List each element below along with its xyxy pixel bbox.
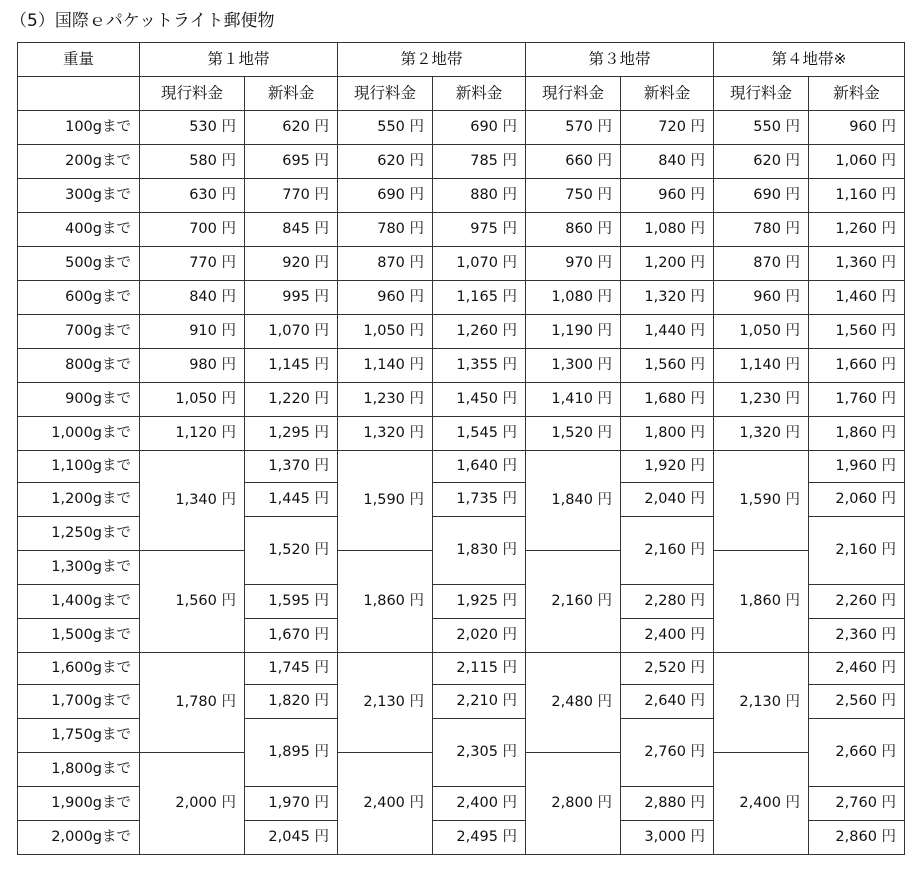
current-rate-cell: 690 円 — [338, 179, 433, 213]
current-rate-cell: 870 円 — [338, 247, 433, 281]
new-rate-cell: 770 円 — [245, 179, 338, 213]
new-rate-cell: 1,070 円 — [433, 247, 526, 281]
new-rate-cell: 2,460 円 — [809, 653, 905, 685]
new-rate-cell: 1,320 円 — [621, 281, 714, 315]
new-rate-cell: 1,260 円 — [433, 315, 526, 349]
new-rate-cell: 1,800 円 — [621, 417, 714, 451]
new-rate-cell: 1,895 円 — [245, 719, 338, 787]
new-rate-cell: 1,960 円 — [809, 451, 905, 483]
new-rate-cell: 2,660 円 — [809, 719, 905, 787]
current-rate-cell: 2,000 円 — [140, 753, 245, 855]
table-row — [18, 179, 905, 213]
weight-cell: 900gまで — [18, 383, 140, 417]
new-rate-cell: 1,295 円 — [245, 417, 338, 451]
page-title: （5）国際ｅパケットライト郵便物 — [10, 11, 275, 31]
current-rate-cell: 780 円 — [338, 213, 433, 247]
new-rate-cell: 1,920 円 — [621, 451, 714, 483]
table-row — [18, 145, 905, 179]
current-rate-cell: 1,050 円 — [338, 315, 433, 349]
current-rate-cell: 690 円 — [714, 179, 809, 213]
new-rate-cell: 1,260 円 — [809, 213, 905, 247]
zone-header-row — [18, 43, 905, 77]
weight-cell: 400gまで — [18, 213, 140, 247]
current-rate-cell: 660 円 — [526, 145, 621, 179]
new-rate-cell: 785 円 — [433, 145, 526, 179]
weight-cell: 500gまで — [18, 247, 140, 281]
current-rate-cell: 620 円 — [338, 145, 433, 179]
current-rate-cell: 960 円 — [338, 281, 433, 315]
new-rate-cell: 2,210 円 — [433, 685, 526, 719]
current-rate-cell: 1,230 円 — [338, 383, 433, 417]
current-rate-cell: 1,860 円 — [714, 551, 809, 653]
new-rate-cell: 2,060 円 — [809, 483, 905, 517]
current-rate-cell: 1,840 円 — [526, 451, 621, 551]
zone-3-header: 第３地帯 — [526, 43, 714, 77]
new-rate-cell: 2,520 円 — [621, 653, 714, 685]
new-rate-cell: 1,745 円 — [245, 653, 338, 685]
current-rate-cell: 1,320 円 — [714, 417, 809, 451]
new-rate-cell: 1,060 円 — [809, 145, 905, 179]
sub-header-current: 現行料金 — [338, 77, 433, 111]
new-rate-cell: 1,220 円 — [245, 383, 338, 417]
current-rate-cell: 580 円 — [140, 145, 245, 179]
new-rate-cell: 1,970 円 — [245, 787, 338, 821]
current-rate-cell: 550 円 — [714, 111, 809, 145]
table-row — [18, 247, 905, 281]
new-rate-cell: 2,760 円 — [621, 719, 714, 787]
new-rate-cell: 960 円 — [809, 111, 905, 145]
current-rate-cell: 2,130 円 — [714, 653, 809, 753]
sub-header-current: 現行料金 — [140, 77, 245, 111]
new-rate-cell: 2,305 円 — [433, 719, 526, 787]
new-rate-cell: 690 円 — [433, 111, 526, 145]
current-rate-cell: 1,520 円 — [526, 417, 621, 451]
current-rate-cell: 2,130 円 — [338, 653, 433, 753]
table-row — [18, 451, 905, 483]
new-rate-cell: 1,760 円 — [809, 383, 905, 417]
new-rate-cell: 1,450 円 — [433, 383, 526, 417]
weight-cell: 100gまで — [18, 111, 140, 145]
current-rate-cell: 870 円 — [714, 247, 809, 281]
new-rate-cell: 2,495 円 — [433, 821, 526, 855]
current-rate-cell: 1,050 円 — [714, 315, 809, 349]
weight-cell: 1,000gまで — [18, 417, 140, 451]
new-rate-cell: 2,160 円 — [809, 517, 905, 585]
new-rate-cell: 975 円 — [433, 213, 526, 247]
new-rate-cell: 920 円 — [245, 247, 338, 281]
current-rate-cell: 620 円 — [714, 145, 809, 179]
sub-header-new: 新料金 — [245, 77, 338, 111]
current-rate-cell: 750 円 — [526, 179, 621, 213]
new-rate-cell: 1,560 円 — [809, 315, 905, 349]
current-rate-cell: 1,320 円 — [338, 417, 433, 451]
new-rate-cell: 960 円 — [621, 179, 714, 213]
new-rate-cell: 1,520 円 — [245, 517, 338, 585]
table-row — [18, 349, 905, 383]
new-rate-cell: 1,080 円 — [621, 213, 714, 247]
weight-cell: 700gまで — [18, 315, 140, 349]
current-rate-cell: 700 円 — [140, 213, 245, 247]
empty-header-cell — [18, 77, 140, 111]
zone-1-header: 第１地帯 — [140, 43, 338, 77]
weight-cell: 1,200gまで — [18, 483, 140, 517]
current-rate-cell: 1,230 円 — [714, 383, 809, 417]
new-rate-cell: 2,400 円 — [433, 787, 526, 821]
new-rate-cell: 1,640 円 — [433, 451, 526, 483]
new-rate-cell: 1,860 円 — [809, 417, 905, 451]
current-rate-cell: 2,800 円 — [526, 753, 621, 855]
current-rate-cell: 840 円 — [140, 281, 245, 315]
current-rate-cell: 770 円 — [140, 247, 245, 281]
new-rate-cell: 2,640 円 — [621, 685, 714, 719]
current-rate-cell: 780 円 — [714, 213, 809, 247]
current-rate-cell: 1,780 円 — [140, 653, 245, 753]
new-rate-cell: 1,145 円 — [245, 349, 338, 383]
new-rate-cell: 1,660 円 — [809, 349, 905, 383]
new-rate-cell: 1,360 円 — [809, 247, 905, 281]
new-rate-cell: 620 円 — [245, 111, 338, 145]
weight-cell: 1,800gまで — [18, 753, 140, 787]
new-rate-cell: 720 円 — [621, 111, 714, 145]
sub-header-row — [18, 77, 905, 111]
current-rate-cell: 860 円 — [526, 213, 621, 247]
new-rate-cell: 1,165 円 — [433, 281, 526, 315]
new-rate-cell: 2,260 円 — [809, 585, 905, 619]
new-rate-cell: 1,680 円 — [621, 383, 714, 417]
weight-cell: 1,750gまで — [18, 719, 140, 753]
current-rate-cell: 1,140 円 — [714, 349, 809, 383]
table-row — [18, 383, 905, 417]
current-rate-cell: 980 円 — [140, 349, 245, 383]
current-rate-cell: 1,140 円 — [338, 349, 433, 383]
new-rate-cell: 1,830 円 — [433, 517, 526, 585]
table-row — [18, 213, 905, 247]
current-rate-cell: 1,860 円 — [338, 551, 433, 653]
new-rate-cell: 2,360 円 — [809, 619, 905, 653]
table-row — [18, 653, 905, 685]
current-rate-cell: 2,480 円 — [526, 653, 621, 753]
weight-cell: 2,000gまで — [18, 821, 140, 855]
weight-cell: 1,700gまで — [18, 685, 140, 719]
new-rate-cell: 2,860 円 — [809, 821, 905, 855]
sub-header-current: 現行料金 — [714, 77, 809, 111]
zone-4-header: 第４地帯※ — [714, 43, 905, 77]
new-rate-cell: 2,040 円 — [621, 483, 714, 517]
weight-cell: 1,600gまで — [18, 653, 140, 685]
table-row — [18, 111, 905, 145]
current-rate-cell: 1,300 円 — [526, 349, 621, 383]
new-rate-cell: 840 円 — [621, 145, 714, 179]
current-rate-cell: 1,410 円 — [526, 383, 621, 417]
current-rate-cell: 1,590 円 — [714, 451, 809, 551]
new-rate-cell: 1,595 円 — [245, 585, 338, 619]
new-rate-cell: 2,280 円 — [621, 585, 714, 619]
weight-cell: 800gまで — [18, 349, 140, 383]
new-rate-cell: 1,545 円 — [433, 417, 526, 451]
current-rate-cell: 1,190 円 — [526, 315, 621, 349]
current-rate-cell: 1,340 円 — [140, 451, 245, 551]
weight-cell: 1,300gまで — [18, 551, 140, 585]
current-rate-cell: 550 円 — [338, 111, 433, 145]
new-rate-cell: 1,200 円 — [621, 247, 714, 281]
current-rate-cell: 970 円 — [526, 247, 621, 281]
current-rate-cell: 630 円 — [140, 179, 245, 213]
new-rate-cell: 2,560 円 — [809, 685, 905, 719]
new-rate-cell: 1,355 円 — [433, 349, 526, 383]
new-rate-cell: 2,020 円 — [433, 619, 526, 653]
current-rate-cell: 2,160 円 — [526, 551, 621, 653]
weight-cell: 1,500gまで — [18, 619, 140, 653]
sub-header-new: 新料金 — [433, 77, 526, 111]
current-rate-cell: 1,590 円 — [338, 451, 433, 551]
new-rate-cell: 2,115 円 — [433, 653, 526, 685]
new-rate-cell: 1,460 円 — [809, 281, 905, 315]
new-rate-cell: 1,735 円 — [433, 483, 526, 517]
table-row — [18, 281, 905, 315]
weight-cell: 600gまで — [18, 281, 140, 315]
new-rate-cell: 1,820 円 — [245, 685, 338, 719]
sub-header-new: 新料金 — [621, 77, 714, 111]
new-rate-cell: 2,400 円 — [621, 619, 714, 653]
weight-cell: 200gまで — [18, 145, 140, 179]
new-rate-cell: 3,000 円 — [621, 821, 714, 855]
weight-cell: 1,100gまで — [18, 451, 140, 483]
table-row — [18, 417, 905, 451]
current-rate-cell: 1,120 円 — [140, 417, 245, 451]
new-rate-cell: 1,560 円 — [621, 349, 714, 383]
weight-cell: 1,900gまで — [18, 787, 140, 821]
weight-cell: 1,250gまで — [18, 517, 140, 551]
new-rate-cell: 845 円 — [245, 213, 338, 247]
new-rate-cell: 1,670 円 — [245, 619, 338, 653]
rate-table — [17, 42, 905, 855]
table-row — [18, 315, 905, 349]
new-rate-cell: 880 円 — [433, 179, 526, 213]
new-rate-cell: 2,760 円 — [809, 787, 905, 821]
current-rate-cell: 1,560 円 — [140, 551, 245, 653]
current-rate-cell: 1,080 円 — [526, 281, 621, 315]
weight-cell: 300gまで — [18, 179, 140, 213]
new-rate-cell: 995 円 — [245, 281, 338, 315]
new-rate-cell: 1,925 円 — [433, 585, 526, 619]
new-rate-cell: 695 円 — [245, 145, 338, 179]
sub-header-current: 現行料金 — [526, 77, 621, 111]
new-rate-cell: 2,045 円 — [245, 821, 338, 855]
new-rate-cell: 1,370 円 — [245, 451, 338, 483]
current-rate-cell: 910 円 — [140, 315, 245, 349]
new-rate-cell: 1,070 円 — [245, 315, 338, 349]
current-rate-cell: 530 円 — [140, 111, 245, 145]
weight-header: 重量 — [18, 43, 140, 77]
current-rate-cell: 2,400 円 — [338, 753, 433, 855]
current-rate-cell: 570 円 — [526, 111, 621, 145]
sub-header-new: 新料金 — [809, 77, 905, 111]
new-rate-cell: 1,440 円 — [621, 315, 714, 349]
new-rate-cell: 1,160 円 — [809, 179, 905, 213]
weight-cell: 1,400gまで — [18, 585, 140, 619]
current-rate-cell: 2,400 円 — [714, 753, 809, 855]
new-rate-cell: 2,880 円 — [621, 787, 714, 821]
current-rate-cell: 1,050 円 — [140, 383, 245, 417]
current-rate-cell: 960 円 — [714, 281, 809, 315]
new-rate-cell: 2,160 円 — [621, 517, 714, 585]
new-rate-cell: 1,445 円 — [245, 483, 338, 517]
zone-2-header: 第２地帯 — [338, 43, 526, 77]
